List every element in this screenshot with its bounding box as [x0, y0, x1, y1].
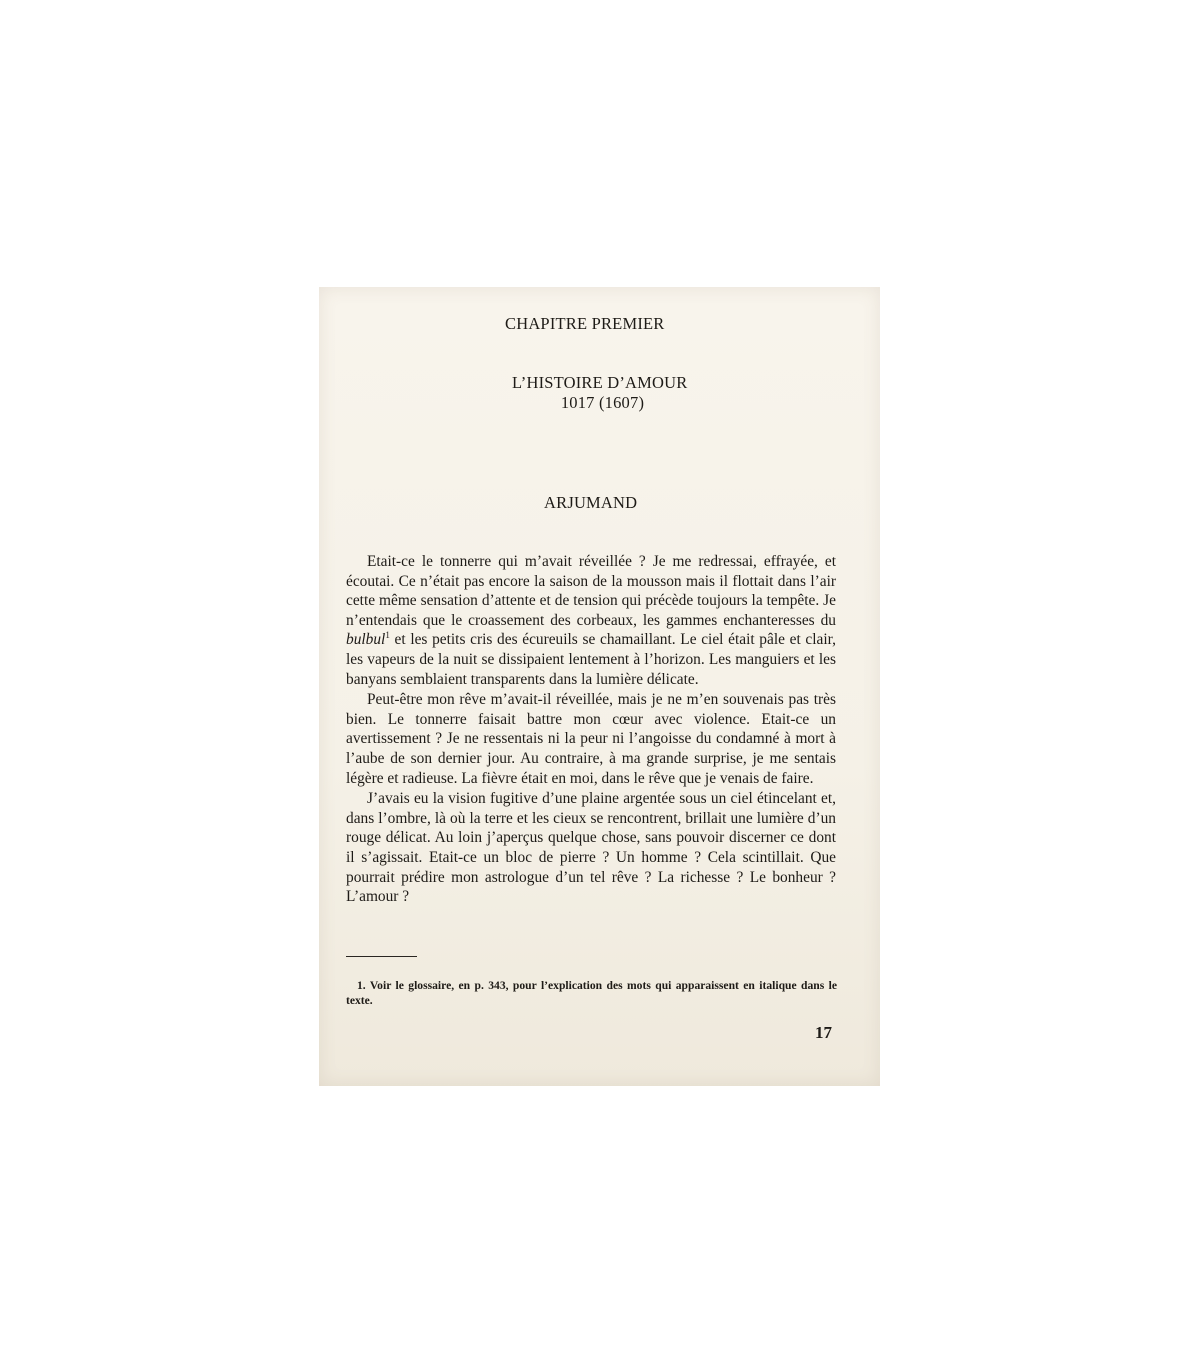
footnote: 1. Voir le glossaire, en p. 343, pour l’explication des mots qui apparaissent en italique dans le texte.	[346, 979, 837, 1007]
paragraph-1-end: et les petits cris des écureuils se chamaillant. Le ciel était pâle et clair, les vapeurs de la nuit se dissipaient lentement à l’horizon. Les manguiers et les banyans semblaient transparents dans la lumière délicate.	[346, 631, 836, 688]
italic-term: bulbul	[346, 631, 386, 649]
chapter-years: 1017 (1607)	[560, 393, 645, 412]
page-number: 17	[815, 1023, 832, 1042]
paragraph-3: J’avais eu la vision fugitive d’une plaine argentée sous un ciel étincelant et, dans l’ombre, là où la terre et les cieux se rencontrent, brillait une lumière d’un rouge délicat. Au loin j’aperçus quelque chose, sans pouvoir discerner ce dont il s’agissait. Etait-ce un bloc de pierre ? Un homme ? Cela scintillait. Que pourrait prédire mon astrologue d’un tel rêve ? La richesse ? Le bonheur ? L’amour ?	[346, 790, 836, 906]
paragraph-2: Peut-être mon rêve m’avait-il réveillée, mais je ne m’en souvenais pas très bien. Le tonnerre faisait battre mon cœur avec violence. Etait-ce un avertissement ? Je ne ressentais ni la peur ni l’angoisse du condamné à mort à l’aube de son dernier jour. Au contraire, à ma grande surprise, je me sentais légère et radieuse. La fièvre était en moi, dans le rêve que je venais de faire.	[346, 691, 836, 787]
paragraph-1	[346, 552, 836, 689]
footnote-marker: 1	[385, 630, 390, 641]
footnote-divider	[346, 956, 417, 957]
section-heading: ARJUMAND	[544, 493, 638, 512]
chapter-subtitle: L’HISTOIRE D’AMOUR	[512, 373, 688, 392]
chapter-heading: CHAPITRE PREMIER	[505, 314, 665, 333]
paragraph-1-start: Etait-ce le tonnerre qui m’avait réveillée ? Je me redressai, effrayée, et écoutai. Ce n’était pas encore la saison de la mousson mais il flottait dans l’air cette même sensation d’attente et de tension qui précède toujours la tempête. Je n’entendais que le croassement des corbeaux, les gammes enchanteresses du	[346, 553, 836, 629]
book-page	[319, 287, 880, 1086]
body-text	[346, 552, 836, 908]
